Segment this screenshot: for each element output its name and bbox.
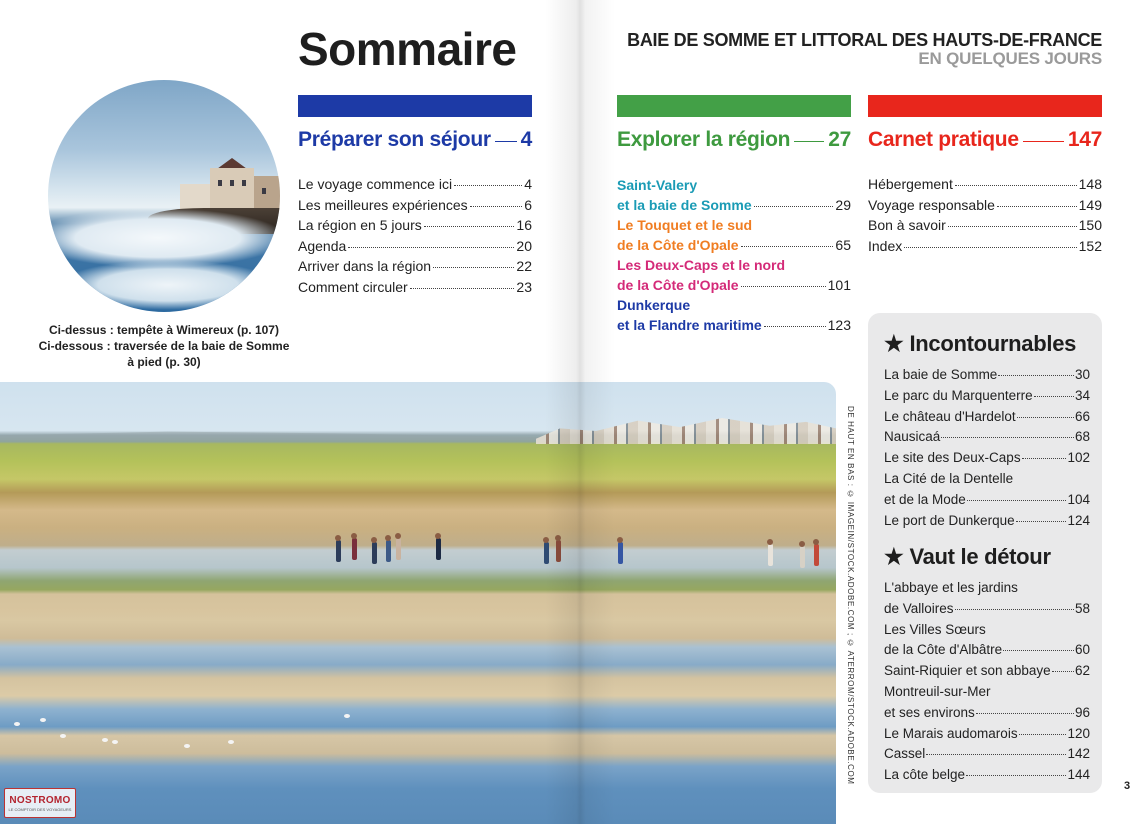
highlight-entry[interactable] (884, 765, 1090, 786)
dotted-leader (764, 326, 826, 327)
highlight-label-line2: de la Côte d'Albâtre (884, 642, 1003, 658)
highlight-entry[interactable] (884, 682, 1090, 724)
dotted-leader (1016, 521, 1067, 522)
toc-entry-page: 4 (524, 176, 532, 192)
highlight-entry[interactable] (884, 365, 1090, 386)
window (230, 180, 234, 186)
highlight-label: Nausicaá (884, 429, 941, 445)
highlight-page: 34 (1074, 387, 1090, 403)
highlight-page: 68 (1074, 429, 1090, 445)
dotted-leader (967, 500, 1067, 501)
seagull (228, 740, 234, 744)
logo-name: NOSTROMO (9, 795, 71, 806)
page-title: Sommaire (298, 23, 517, 75)
toc-entry[interactable] (298, 236, 532, 257)
highlight-page: 142 (1067, 746, 1090, 762)
star-icon: ★ (884, 544, 904, 569)
toc-entry-page: 29 (835, 196, 851, 213)
walker (386, 540, 391, 562)
highlight-entry[interactable] (884, 448, 1090, 469)
highlight-page: 62 (1074, 663, 1090, 679)
toc-entry-page: 150 (1078, 217, 1102, 233)
highlight-page: 96 (1074, 704, 1090, 720)
dotted-leader (1017, 417, 1074, 418)
leader-line (1023, 141, 1064, 142)
seaside-town (536, 418, 836, 444)
highlight-entry[interactable] (884, 620, 1090, 662)
highlight-page: 30 (1074, 367, 1090, 382)
detour-list (884, 578, 1090, 786)
toc-entry-label-line2: de la Côte d'Opale (617, 276, 739, 293)
highlight-label-line2: et de la Mode (884, 491, 966, 507)
toc-entry-page: 6 (524, 196, 532, 213)
toc-entry-label: Les Deux-Caps et le nord (617, 257, 786, 273)
toc-entry-label: La région en 5 jours (298, 217, 422, 233)
dotted-leader (424, 226, 515, 227)
dotted-leader (1003, 650, 1074, 651)
highlight-label: L'abbaye et les jardins (884, 580, 1018, 595)
detour-heading (884, 544, 1051, 570)
highlight-label: Le port de Dunkerque (884, 512, 1015, 528)
highlight-label-line2: et ses environs (884, 704, 975, 720)
toc-entry-label: Saint-Valery (617, 177, 698, 193)
highlight-label: Le Marais audomarois (884, 725, 1018, 741)
toc-entry-deux-caps[interactable] (617, 256, 851, 295)
photo-credit: DE HAUT EN BAS : © IMAGEIN/STOCK.ADOBE.COM ; © ATERROM/STOCK.ADOBE.COM (846, 406, 855, 785)
walker (372, 542, 377, 564)
logo-tagline: LE COMPTOIR DES VOYAGEURS (8, 807, 72, 812)
walker (544, 542, 549, 564)
highlight-entry[interactable] (884, 724, 1090, 745)
walker (556, 540, 561, 562)
toc-entry-label: Voyage responsable (868, 196, 995, 213)
toc-entry-page: 23 (516, 278, 532, 295)
page-number: 3 (1124, 780, 1131, 792)
seafront-house (180, 184, 210, 210)
toc-entry-label: Hébergement (868, 176, 953, 192)
walker (396, 538, 401, 560)
window (262, 188, 266, 194)
bay-crossing-photo (0, 382, 836, 824)
toc-list-explore (617, 176, 851, 336)
star-icon: ★ (884, 331, 904, 356)
highlight-label: La baie de Somme (884, 367, 998, 382)
seafront-villa (210, 168, 254, 212)
leader-line (495, 141, 517, 142)
nostromo-logo (4, 788, 76, 818)
highlight-label: La Cité de la Dentelle (884, 470, 1014, 486)
toc-entry[interactable] (868, 174, 1102, 195)
highlight-page: 124 (1067, 512, 1090, 528)
dotted-leader (904, 247, 1076, 248)
breaking-wave (58, 260, 278, 310)
toc-entry[interactable] (868, 215, 1102, 236)
section-page-number: 27 (828, 128, 851, 151)
caption-line: Ci-dessus : tempête à Wimereux (p. 107) (49, 323, 279, 337)
highlight-label: Saint-Riquier et son abbaye (884, 663, 1051, 679)
highlight-page: 144 (1067, 767, 1090, 783)
section-bar-red (868, 95, 1102, 117)
seagull (40, 718, 46, 722)
section-title-prepare[interactable] (298, 128, 532, 152)
toc-entry-label: Arriver dans la région (298, 258, 432, 274)
toc-entry-page: 149 (1078, 196, 1102, 213)
storm-photo-circle (48, 80, 280, 312)
toc-entry[interactable] (298, 277, 532, 298)
caption-line: Ci-dessous : traversée de la baie de Somme (38, 339, 290, 353)
toc-entry-label: Dunkerque (617, 297, 691, 313)
highlight-entry[interactable] (884, 511, 1090, 532)
walker (352, 538, 357, 560)
section-bar-blue (298, 95, 532, 117)
highlight-entry[interactable] (884, 661, 1090, 682)
dotted-leader (926, 754, 1066, 755)
walker (814, 544, 819, 566)
highlight-entry[interactable] (884, 407, 1090, 428)
highlight-page: 66 (1074, 408, 1090, 424)
toc-entry-page: 20 (516, 237, 532, 254)
dotted-leader (1052, 671, 1074, 672)
section-bar-green (617, 95, 851, 117)
toc-entry-label-line2: et la baie de Somme (617, 196, 752, 213)
highlight-entry[interactable] (884, 427, 1090, 448)
dotted-leader (754, 206, 834, 207)
dotted-leader (410, 288, 515, 289)
window (242, 180, 246, 186)
toc-entry-saint-valery[interactable] (617, 176, 851, 215)
caption-line: à pied (p. 30) (127, 355, 201, 369)
must-see-heading (884, 331, 1076, 357)
detour-title: Vaut le détour (909, 544, 1051, 569)
dotted-leader (1022, 458, 1067, 459)
highlight-page: 58 (1074, 600, 1090, 616)
must-see-list (884, 365, 1090, 531)
highlight-label: Le site des Deux-Caps (884, 450, 1021, 466)
dotted-leader (955, 185, 1077, 186)
dotted-leader (741, 246, 834, 247)
toc-entry-page: 123 (827, 316, 851, 333)
toc-entry[interactable] (868, 236, 1102, 257)
section-page-number: 147 (1067, 128, 1102, 151)
dotted-leader (1019, 734, 1067, 735)
highlight-entry[interactable] (884, 744, 1090, 765)
dotted-leader (955, 609, 1074, 610)
dotted-leader (966, 775, 1066, 776)
dotted-leader (998, 375, 1074, 376)
highlight-page: 120 (1067, 725, 1090, 741)
dotted-leader (997, 206, 1077, 207)
toc-entry[interactable] (298, 256, 532, 277)
dotted-leader (470, 206, 523, 207)
toc-entry-page: 101 (827, 276, 851, 293)
highlight-label: Le parc du Marquenterre (884, 387, 1033, 403)
dotted-leader (1034, 396, 1074, 397)
toc-entry-label: Comment circuler (298, 278, 408, 295)
section-title-explore[interactable] (617, 128, 851, 152)
section-title-text: Carnet pratique (868, 128, 1019, 151)
must-see-title: Incontournables (909, 331, 1077, 356)
toc-entry-label-line2: de la Côte d'Opale (617, 236, 739, 253)
guide-title: BAIE DE SOMME ET LITTORAL DES HAUTS-DE-FRANCE (627, 30, 1102, 50)
toc-entry-label: Agenda (298, 237, 347, 254)
toc-entry-page: 22 (516, 258, 532, 274)
highlight-page: 102 (1067, 450, 1090, 466)
seagull (112, 740, 118, 744)
section-title-practical[interactable] (868, 128, 1102, 152)
dotted-leader (433, 267, 514, 268)
walker (336, 540, 341, 562)
toc-list-practical (868, 174, 1102, 256)
toc-entry-label: Les meilleures expériences (298, 196, 468, 213)
seagull (184, 744, 190, 748)
highlight-entry[interactable] (884, 386, 1090, 407)
highlight-page: 104 (1067, 491, 1090, 507)
distant-coastline (0, 428, 560, 440)
toc-entry[interactable] (868, 195, 1102, 216)
highlight-page: 60 (1074, 642, 1090, 658)
dotted-leader (976, 713, 1074, 714)
seagull (14, 722, 20, 726)
walker (436, 538, 441, 560)
highlight-label-line2: de Valloires (884, 600, 954, 616)
leader-line (794, 141, 824, 142)
walker (768, 544, 773, 566)
toc-entry[interactable] (298, 195, 532, 216)
highlight-label: La côte belge (884, 767, 966, 783)
dotted-leader (454, 185, 522, 186)
toc-entry-label: Index (868, 237, 903, 254)
section-page-number: 4 (520, 128, 532, 151)
window (218, 180, 222, 186)
seafront-house (254, 176, 280, 212)
dotted-leader (348, 247, 514, 248)
toc-entry-label: Le voyage commence ici (298, 176, 453, 192)
highlight-label: Les Villes Sœurs (884, 621, 986, 637)
highlight-label: Montreuil-sur-Mer (884, 683, 991, 699)
seagull (344, 714, 350, 718)
seagull (102, 738, 108, 742)
toc-entry-dunkerque[interactable] (617, 296, 851, 335)
toc-entry-page: 65 (835, 236, 851, 253)
section-title-text: Préparer son séjour (298, 128, 491, 151)
highlight-label: Cassel (884, 746, 926, 762)
guide-subtitle: EN QUELQUES JOURS (918, 49, 1102, 68)
toc-entry-page: 152 (1078, 237, 1102, 254)
toc-entry-label-line2: et la Flandre maritime (617, 316, 762, 333)
toc-entry-page: 148 (1078, 176, 1102, 192)
toc-entry[interactable] (298, 215, 532, 236)
highlight-entry[interactable] (884, 469, 1090, 511)
highlight-entry[interactable] (884, 578, 1090, 620)
dotted-leader (941, 437, 1074, 438)
toc-entry[interactable] (298, 174, 532, 195)
toc-entry-label: Le Touquet et le sud (617, 217, 753, 233)
highlight-label: Le château d'Hardelot (884, 408, 1016, 424)
photo-caption (38, 322, 290, 370)
toc-entry-label: Bon à savoir (868, 217, 946, 233)
walker (800, 546, 805, 568)
toc-list-prepare (298, 174, 532, 297)
toc-entry-page: 16 (516, 217, 532, 233)
highlights-box (868, 313, 1102, 793)
breaking-wave (48, 208, 280, 268)
dotted-leader (948, 226, 1077, 227)
section-title-text: Explorer la région (617, 128, 791, 151)
dotted-leader (741, 286, 826, 287)
toc-entry-le-touquet[interactable] (617, 216, 851, 255)
walker (618, 542, 623, 564)
seagull (60, 734, 66, 738)
